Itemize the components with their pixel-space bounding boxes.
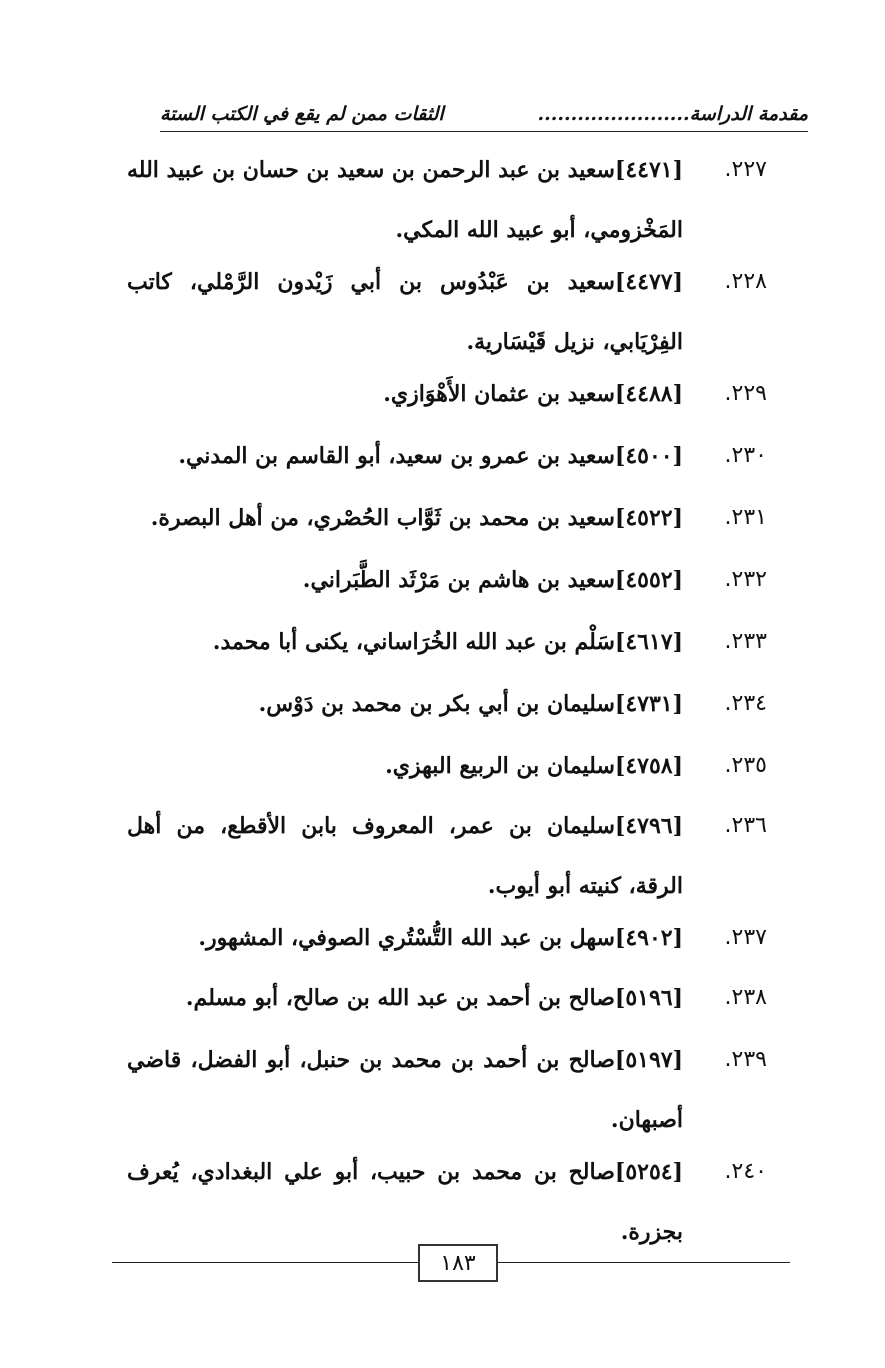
list-item — [127, 488, 767, 548]
list-item — [127, 612, 767, 672]
entry-text: [٤٥٠٠]سعيد بن عمرو بن سعيد، أبو القاسم بن المدني. — [178, 443, 683, 469]
entry-text: [٥١٩٦]صالح بن أحمد بن عبد الله بن صالح، أبو مسلم. — [185, 985, 683, 1011]
list-item — [127, 550, 767, 610]
entry-text: [٤٤٧١]سعيد بن عبد الرحمن بن سعيد بن حسان بن عبيد الله المَخْزومي، أبو عبيد الله المكي. — [127, 157, 683, 243]
entry-number: ٢٣٣. — [724, 629, 767, 654]
entry-number: ٢٢٨. — [724, 269, 767, 294]
entry-number: ٢٣٨. — [724, 985, 767, 1010]
entry-text: [٤٦١٧]سَلْم بن عبد الله الخُرَاساني، يكنى أبا محمد. — [212, 629, 683, 655]
entry-number: ٢٣٩. — [724, 1047, 767, 1072]
entry-number: ٢٣٤. — [724, 691, 767, 716]
entry-number: ٢٣١. — [724, 505, 767, 530]
running-header — [160, 88, 808, 132]
entry-text: [٤٤٧٧]سعيد بن عَبْدُوس بن أبي زَيْدون الرَّمْلي، كاتب الفِرْيَابي، نزيل قَيْسَارية. — [127, 269, 683, 355]
list-item — [127, 674, 767, 734]
list-item — [127, 908, 767, 968]
header-section-title: مقدمة الدراسة....................... — [537, 103, 808, 125]
entry-text: [٤٧٥٨]سليمان بن الربيع البهزي. — [385, 753, 683, 779]
entry-number: ٢٣٠. — [724, 443, 767, 468]
page-number-box — [418, 1244, 498, 1282]
entry-text: [٤٧٣١]سليمان بن أبي بكر بن محمد بن دَوْس. — [258, 691, 683, 717]
list-item — [127, 426, 767, 486]
entry-number: ٢٣٧. — [724, 925, 767, 950]
entry-text: [٤٧٩٦]سليمان بن عمر، المعروف بابن الأقطع، من أهل الرقة، كنيته أبو أيوب. — [127, 813, 683, 899]
entry-number: ٢٤٠. — [724, 1159, 767, 1184]
entry-text: [٤٥٥٢]سعيد بن هاشم بن مَرْثَد الطَّبَراني. — [302, 567, 683, 593]
header-book-title: الثقات ممن لم يقع في الكتب الستة — [160, 103, 444, 125]
entry-number: ٢٣٢. — [724, 567, 767, 592]
entry-number: ٢٢٧. — [724, 157, 767, 182]
page-number: ١٨٣ — [440, 1250, 476, 1276]
entry-text: [٥٢٥٤]صالح بن محمد بن حبيب، أبو علي البغدادي، يُعرف بجزرة. — [127, 1159, 683, 1245]
list-item — [127, 1030, 767, 1150]
list-item — [127, 364, 767, 424]
list-item — [127, 736, 767, 796]
list-item — [127, 968, 767, 1028]
entry-number: ٢٢٩. — [724, 381, 767, 406]
entry-text: [٥١٩٧]صالح بن أحمد بن محمد بن حنبل، أبو الفضل، قاضي أصبهان. — [127, 1047, 683, 1133]
entry-text: [٤٤٨٨]سعيد بن عثمان الأَهْوَازي. — [383, 381, 683, 407]
entry-number: ٢٣٥. — [724, 753, 767, 778]
list-item — [127, 140, 767, 260]
list-item — [127, 252, 767, 372]
entry-text: [٤٩٠٢]سهل بن عبد الله التُّسْتُري الصوفي، المشهور. — [198, 925, 683, 951]
entry-text: [٤٥٢٢]سعيد بن محمد بن ثَوَّاب الحُصْري، من أهل البصرة. — [150, 505, 683, 531]
list-item — [127, 796, 767, 916]
entry-number: ٢٣٦. — [724, 813, 767, 838]
